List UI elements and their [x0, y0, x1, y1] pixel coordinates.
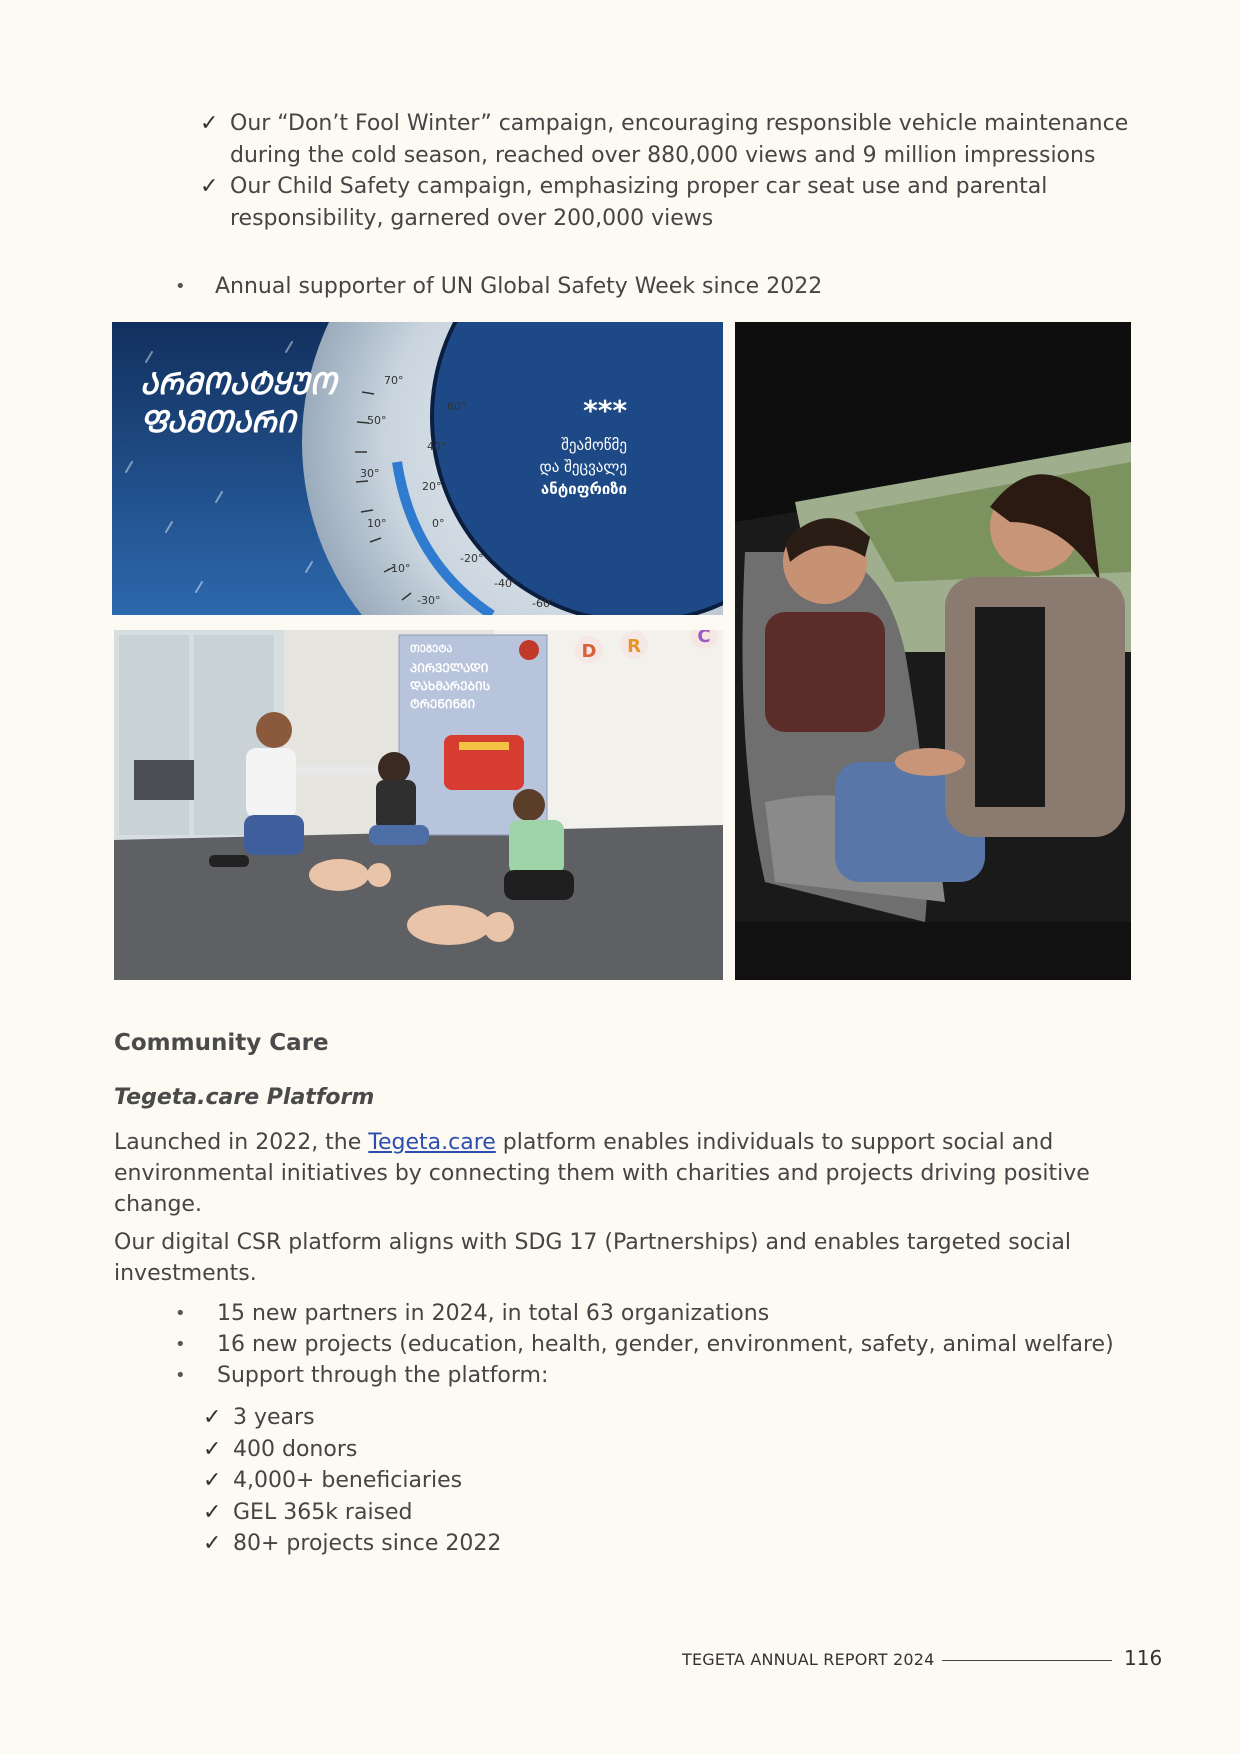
cpr-banner-line4: ᲢᲠᲔᲜᲘᲜᲒᲘ — [410, 697, 476, 711]
scale-label: 40° — [427, 440, 447, 453]
footer-rule — [942, 1660, 1112, 1661]
cpr-training-photo — [114, 630, 723, 980]
cpr-training-graphic — [114, 630, 723, 980]
platform-bullet — [175, 1298, 1135, 1329]
campaign-text: Our “Don’t Fool Winter” campaign, encouraging responsible vehicle maintenance during the cold season, reached over 880,000 views and 9 million impressions — [230, 111, 1129, 168]
section-heading: Community Care — [114, 1030, 329, 1056]
cpr-banner-line2: ᲞᲘᲠᲕᲔᲚᲐᲓᲘ — [410, 661, 489, 675]
intro-text-after: platform enables individuals to support social and environmental initiatives by connecting them with charities and projects driving positive change. — [114, 1130, 1090, 1217]
winter-banner-graphic — [112, 322, 723, 615]
bullet-icon: • — [175, 1334, 186, 1355]
scale-label: 20° — [422, 480, 442, 493]
stat-item — [203, 1402, 803, 1434]
scale-label: 50° — [367, 414, 387, 427]
stat-text: 4,000+ beneficiaries — [233, 1468, 463, 1493]
winter-title-line2: ᲤᲐᲛᲗᲐᲠᲘ — [140, 405, 296, 440]
campaign-item-winter — [200, 108, 1130, 171]
stat-item — [203, 1528, 803, 1560]
page-number: 116 — [1124, 1646, 1163, 1670]
sub-heading: Tegeta.care Platform — [114, 1085, 375, 1110]
footer-report-title: TEGETA ANNUAL REPORT 2024 — [682, 1650, 935, 1669]
intro-paragraph — [114, 1127, 1124, 1220]
platform-bullet — [175, 1329, 1135, 1360]
cpr-banner-line1: ᲗᲔᲒᲔᲢᲐ — [410, 644, 453, 655]
stat-text: 400 donors — [233, 1436, 358, 1462]
scale-label: -60° — [532, 597, 556, 610]
checkmark-icon: ✓ — [203, 1436, 222, 1462]
bullet-text: 15 new partners in 2024, in total 63 organizations — [217, 1301, 770, 1326]
stat-item — [203, 1434, 803, 1466]
child-safety-graphic — [735, 322, 1131, 980]
checkmark-icon: ✓ — [200, 111, 219, 136]
scale-label: -40° — [494, 577, 518, 590]
checkmark-icon: ✓ — [203, 1468, 222, 1493]
stat-item — [203, 1465, 803, 1497]
cpr-banner-line3: ᲓᲐᲮᲛᲐᲠᲔᲑᲘᲡ — [410, 679, 491, 693]
scale-label: 70° — [384, 374, 404, 387]
scale-label: 30° — [360, 467, 380, 480]
supporter-bullet — [175, 271, 1115, 302]
stat-text: 80+ projects since 2022 — [233, 1531, 502, 1556]
winter-sub-line3: ანტიფრიზი — [540, 480, 627, 498]
winter-title-line1: ᲐᲠᲛᲝᲐᲢᲧᲣᲝ — [140, 367, 337, 402]
checkmark-icon: ✓ — [203, 1405, 222, 1430]
checkmark-icon: ✓ — [203, 1499, 222, 1525]
supporter-text: Annual supporter of UN Global Safety Week since 2022 — [215, 274, 823, 299]
winter-sub-line1: შეამოწმე — [561, 436, 627, 454]
scale-label: -20° — [460, 552, 484, 565]
wall-letter: R — [627, 636, 641, 657]
campaign-text: Our Child Safety campaign, emphasizing proper car seat use and parental responsibility, garnered over 200,000 views — [230, 174, 1048, 231]
bullet-icon: • — [175, 1303, 186, 1324]
campaign-checklist — [200, 108, 1130, 234]
bullet-text: Support through the platform: — [217, 1363, 549, 1388]
stat-text: GEL 365k raised — [233, 1499, 413, 1525]
scale-label: 10° — [367, 517, 387, 530]
wall-letter: C — [697, 630, 711, 647]
winter-campaign-banner — [112, 322, 723, 615]
platform-bullet — [175, 1360, 1135, 1391]
tegeta-care-link[interactable]: Tegeta.care — [368, 1130, 496, 1155]
stat-text: 3 years — [233, 1405, 315, 1430]
checkmark-icon: ✓ — [200, 174, 219, 199]
scale-label: -30° — [417, 594, 441, 607]
platform-bullets — [175, 1298, 1135, 1391]
support-stats-list — [203, 1402, 803, 1560]
bullet-icon: • — [175, 276, 186, 297]
campaign-item-child-safety — [200, 171, 1130, 234]
child-safety-photo — [735, 322, 1131, 980]
wall-letter: D — [581, 641, 597, 662]
bullet-text: 16 new projects (education, health, gender, environment, safety, animal welfare) — [217, 1332, 1114, 1357]
intro-text-before: Launched in 2022, the — [114, 1130, 369, 1155]
scale-label: -10° — [387, 562, 411, 575]
checkmark-icon: ✓ — [203, 1531, 222, 1556]
winter-sub-line2: და შეცვალე — [539, 458, 627, 476]
csr-paragraph: Our digital CSR platform aligns with SDG 17 (Partnerships) and enables targeted social investments. — [114, 1230, 1071, 1286]
scale-label: 60° — [447, 400, 467, 413]
scale-label: 0° — [432, 517, 445, 530]
stat-item — [203, 1497, 803, 1529]
bullet-icon: • — [175, 1365, 186, 1386]
winter-stars: *** — [583, 394, 627, 427]
